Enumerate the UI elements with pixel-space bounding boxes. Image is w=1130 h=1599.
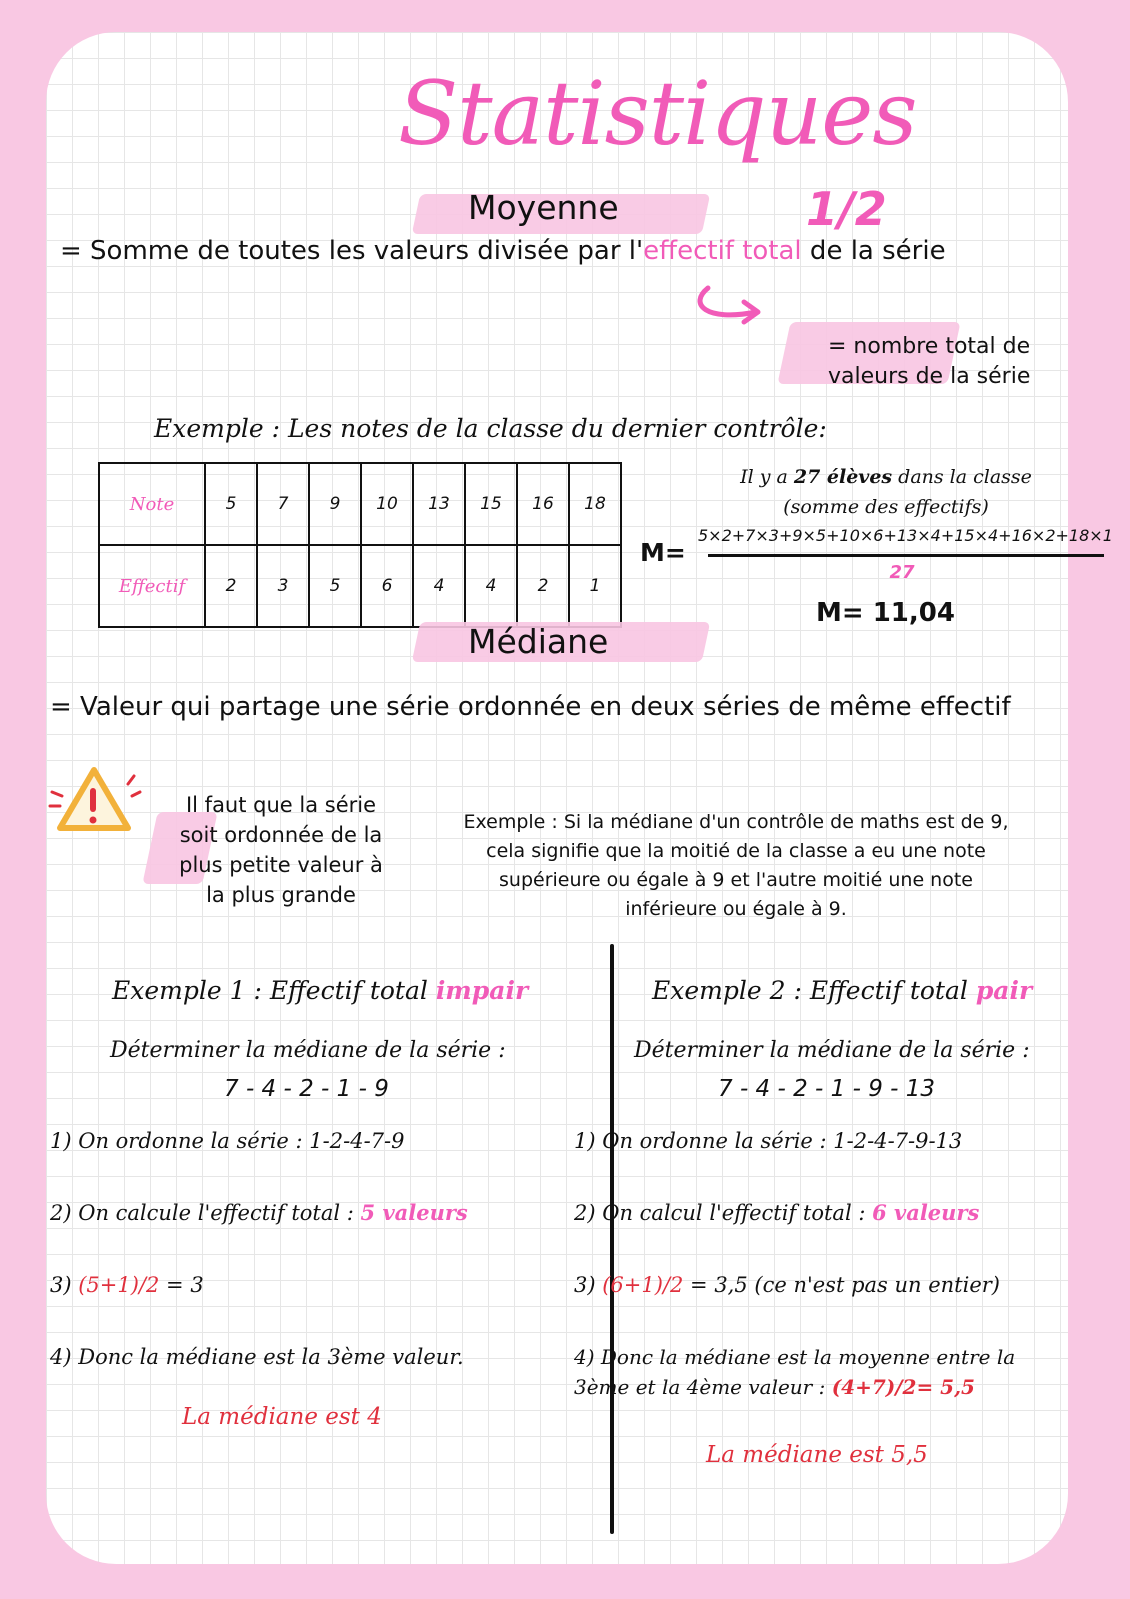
- example2-series: 7 - 4 - 2 - 1 - 9 - 13: [718, 1076, 936, 1102]
- page-title: Statistiques: [398, 62, 917, 165]
- note-text: dans la classe: [892, 466, 1032, 488]
- warning-line: Il faut que la série: [185, 793, 377, 817]
- table-cell: 10: [361, 463, 413, 545]
- step-text: 2) On calcul l'effectif total :: [574, 1201, 873, 1225]
- students-count-note: [696, 462, 1076, 522]
- table-cell: 15: [465, 463, 517, 545]
- example-line: Exemple : Si la médiane d'un contrôle de maths est de 9,: [463, 811, 1009, 833]
- note-text: Il y a: [740, 466, 794, 488]
- mean-label: M=: [640, 538, 686, 567]
- table-cell: 7: [257, 463, 309, 545]
- moyenne-definition: [60, 236, 946, 266]
- step-highlight: 5 valeurs: [360, 1200, 468, 1225]
- note-bold: 27 élèves: [793, 466, 893, 488]
- warning-line: soit ordonnée de la: [179, 823, 383, 847]
- row-label: Effectif: [99, 545, 205, 627]
- step-highlight: 6 valeurs: [872, 1200, 980, 1225]
- table-cell: 16: [517, 463, 569, 545]
- warning-text: [176, 790, 386, 910]
- note-line: [696, 462, 1076, 492]
- example-line: supérieure ou égale à 9 et l'autre moitié une note: [499, 869, 973, 891]
- heading-text: Exemple 2 : Effectif total: [652, 976, 976, 1005]
- example2-heading: [652, 976, 1032, 1005]
- table-cell: 2: [205, 545, 257, 627]
- table-row-effectifs: [99, 545, 621, 627]
- heading-moyenne: Moyenne: [468, 188, 619, 227]
- definition-text-end: de la série: [801, 236, 946, 266]
- step-formula: (5+1)/2: [78, 1273, 160, 1297]
- example1-series: 7 - 4 - 2 - 1 - 9: [224, 1076, 389, 1102]
- example2-step3: [574, 1270, 1000, 1300]
- column-divider: [610, 944, 614, 1534]
- example1-conclusion: La médiane est 4: [182, 1404, 382, 1430]
- table-row-notes: [99, 463, 621, 545]
- definition-text: = Somme de toutes les valeurs divisée par l': [60, 236, 644, 266]
- note-line: valeurs de la série: [828, 364, 1031, 389]
- example1-task: Déterminer la médiane de la série :: [110, 1038, 506, 1063]
- mean-result: M= 11,04: [816, 598, 955, 628]
- step-line: [574, 1372, 1015, 1402]
- table-cell: 1: [569, 545, 621, 627]
- table-cell: 9: [309, 463, 361, 545]
- heading-highlight: pair: [975, 976, 1033, 1005]
- table-cell: 4: [465, 545, 517, 627]
- step-line: 4) Donc la médiane est la moyenne entre la: [574, 1345, 1016, 1369]
- example-line: inférieure ou égale à 9.: [625, 898, 847, 920]
- warning-icon: [48, 762, 140, 842]
- step-text: 3): [574, 1273, 603, 1297]
- example2-step1: 1) On ordonne la série : 1-2-4-7-9-13: [574, 1129, 963, 1153]
- step-text: = 3,5 (ce n'est pas un entier): [683, 1273, 1000, 1297]
- page-number: 1/2: [806, 182, 887, 236]
- definition-highlight: effectif total: [643, 236, 802, 266]
- fraction-bar: [708, 554, 1104, 557]
- example1-step1: 1) On ordonne la série : 1-2-4-7-9: [50, 1129, 405, 1153]
- worksheet: [46, 32, 1113, 1564]
- example-intro: Exemple : Les notes de la classe du dernier contrôle:: [154, 414, 827, 443]
- table-cell: 4: [413, 545, 465, 627]
- heading-mediane: Médiane: [468, 622, 609, 661]
- effectif-total-note: [828, 332, 1030, 392]
- step-text: = 3: [159, 1273, 204, 1297]
- note-line: (somme des effectifs): [783, 496, 989, 518]
- example1-heading: [112, 976, 528, 1005]
- mean-numerator: 5×2+7×3+9×5+10×6+13×4+15×4+16×2+18×1: [698, 526, 1113, 545]
- example1-step3: [50, 1270, 204, 1300]
- mean-denominator: 27: [889, 562, 915, 583]
- heading-text: Exemple 1 : Effectif total: [112, 976, 436, 1005]
- curved-arrow-icon: [686, 282, 768, 332]
- table-cell: 2: [517, 545, 569, 627]
- table-cell: 5: [205, 463, 257, 545]
- mediane-definition: = Valeur qui partage une série ordonnée en deux séries de même effectif: [50, 692, 1011, 722]
- example2-step4: [574, 1342, 1015, 1402]
- table-cell: 6: [361, 545, 413, 627]
- step-text: 2) On calcule l'effectif total :: [50, 1201, 361, 1225]
- example2-step2: [574, 1198, 979, 1228]
- example2-task: Déterminer la médiane de la série :: [634, 1038, 1030, 1063]
- example1-step2: [50, 1198, 468, 1228]
- table-cell: 13: [413, 463, 465, 545]
- step-text: 3): [50, 1273, 79, 1297]
- row-label: Note: [99, 463, 205, 545]
- table-cell: 3: [257, 545, 309, 627]
- heading-highlight: impair: [435, 976, 529, 1005]
- example2-conclusion: La médiane est 5,5: [706, 1442, 928, 1468]
- step-formula: (4+7)/2= 5,5: [831, 1375, 975, 1399]
- example1-step4: 4) Donc la médiane est la 3ème valeur.: [50, 1345, 464, 1369]
- warning-line: la plus grande: [206, 883, 356, 907]
- step-text: 3ème et la 4ème valeur :: [574, 1375, 832, 1399]
- note-line: = nombre total de: [828, 334, 1031, 359]
- warning-line: plus petite valeur à: [179, 853, 383, 877]
- example-line: cela signifie que la moitié de la classe a eu une note: [486, 840, 986, 862]
- mediane-example: [426, 808, 1046, 924]
- step-formula: (6+1)/2: [602, 1273, 684, 1297]
- table-cell: 5: [309, 545, 361, 627]
- frequency-table: [98, 462, 622, 628]
- table-cell: 18: [569, 463, 621, 545]
